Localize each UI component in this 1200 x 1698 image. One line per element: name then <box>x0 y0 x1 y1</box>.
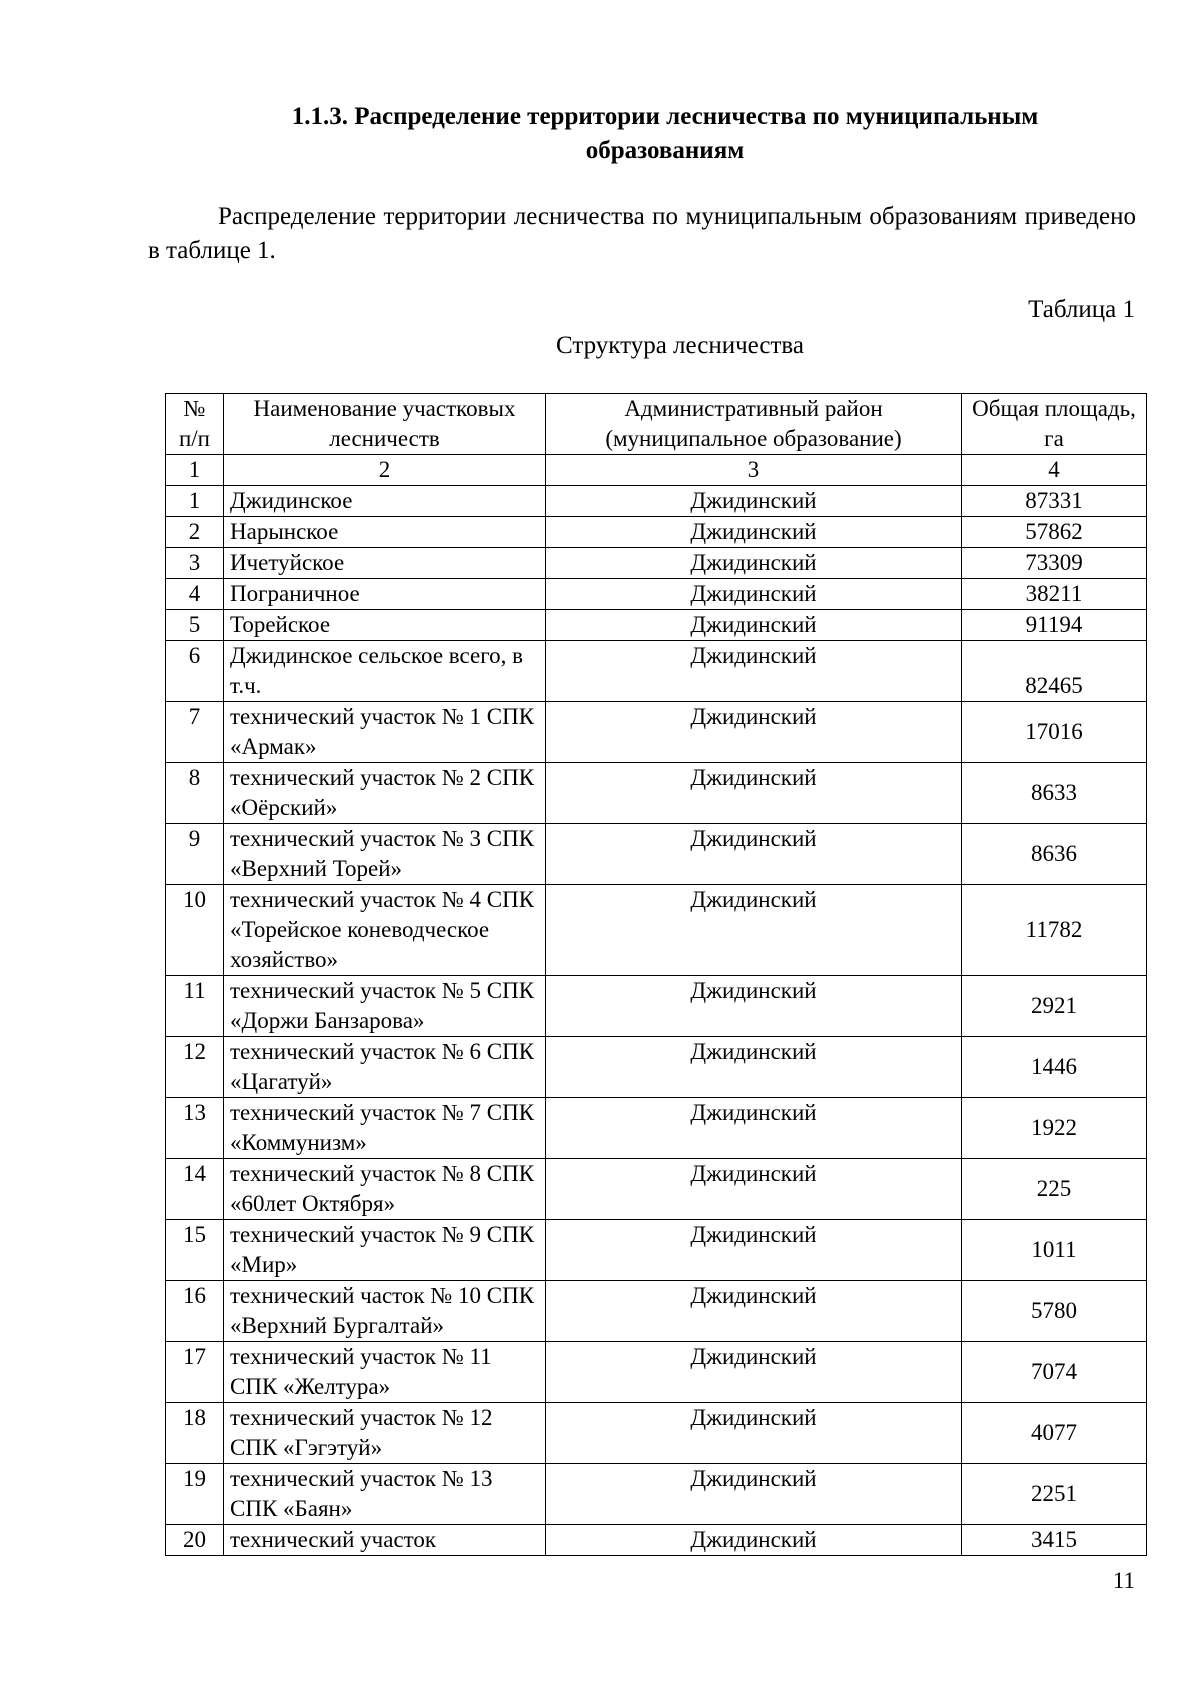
row-number: 19 <box>166 1464 224 1525</box>
row-name: Джидинское <box>224 486 546 517</box>
row-number: 17 <box>166 1342 224 1403</box>
table-row <box>166 1159 1147 1220</box>
row-district: Джидинский <box>546 1525 962 1556</box>
row-number: 15 <box>166 1220 224 1281</box>
row-district: Джидинский <box>546 610 962 641</box>
table-row <box>166 1281 1147 1342</box>
row-area: 1011 <box>962 1220 1147 1281</box>
row-number: 11 <box>166 976 224 1037</box>
row-district: Джидинский <box>546 1403 962 1464</box>
row-number: 9 <box>166 824 224 885</box>
row-name: Торейское <box>224 610 546 641</box>
row-number: 8 <box>166 763 224 824</box>
row-number: 3 <box>166 548 224 579</box>
row-number: 4 <box>166 579 224 610</box>
row-area: 17016 <box>962 702 1147 763</box>
header-district: Административный район (муниципальное образование) <box>546 394 962 455</box>
row-area: 2251 <box>962 1464 1147 1525</box>
row-number: 20 <box>166 1525 224 1556</box>
row-area: 57862 <box>962 517 1147 548</box>
table-row <box>166 610 1147 641</box>
row-name: технический участок № 6 СПК «Цагатуй» <box>224 1037 546 1098</box>
table-row <box>166 579 1147 610</box>
row-area: 3415 <box>962 1525 1147 1556</box>
table-column-numbers-row <box>166 455 1147 486</box>
row-name: технический участок № 3 СПК «Верхний Торей» <box>224 824 546 885</box>
table-caption: Структура лесничества <box>556 332 804 359</box>
header-num: № п/п <box>166 394 224 455</box>
row-number: 5 <box>166 610 224 641</box>
row-area: 82465 <box>962 641 1147 702</box>
table-row <box>166 824 1147 885</box>
row-district: Джидинский <box>546 548 962 579</box>
row-district: Джидинский <box>546 885 962 976</box>
table-row <box>166 641 1147 702</box>
structure-table <box>165 393 1147 1556</box>
table-header-row <box>166 394 1147 455</box>
row-area: 8633 <box>962 763 1147 824</box>
table-row <box>166 1525 1147 1556</box>
row-area: 87331 <box>962 486 1147 517</box>
row-area: 73309 <box>962 548 1147 579</box>
row-name: технический участок № 7 СПК «Коммунизм» <box>224 1098 546 1159</box>
row-number: 10 <box>166 885 224 976</box>
row-district: Джидинский <box>546 1342 962 1403</box>
row-area: 2921 <box>962 976 1147 1037</box>
row-district: Джидинский <box>546 1037 962 1098</box>
row-district: Джидинский <box>546 1220 962 1281</box>
row-name: технический участок № 2 СПК «Оёрский» <box>224 763 546 824</box>
row-name: технический участок <box>224 1525 546 1556</box>
row-area: 1922 <box>962 1098 1147 1159</box>
row-district: Джидинский <box>546 1464 962 1525</box>
table-row <box>166 517 1147 548</box>
row-number: 2 <box>166 517 224 548</box>
row-district: Джидинский <box>546 579 962 610</box>
row-name: технический участок № 1 СПК «Армак» <box>224 702 546 763</box>
row-name: Джидинское сельское всего, в т.ч. <box>224 641 546 702</box>
row-district: Джидинский <box>546 976 962 1037</box>
row-name: технический участок № 5 СПК «Доржи Банзарова» <box>224 976 546 1037</box>
row-area: 4077 <box>962 1403 1147 1464</box>
row-name: технический участок № 11 СПК «Желтура» <box>224 1342 546 1403</box>
row-area: 38211 <box>962 579 1147 610</box>
row-area: 7074 <box>962 1342 1147 1403</box>
row-district: Джидинский <box>546 1281 962 1342</box>
row-number: 18 <box>166 1403 224 1464</box>
row-area: 225 <box>962 1159 1147 1220</box>
row-name: технический участок № 4 СПК «Торейское коневодческое хозяйство» <box>224 885 546 976</box>
row-area: 11782 <box>962 885 1147 976</box>
table-row <box>166 486 1147 517</box>
row-area: 1446 <box>962 1037 1147 1098</box>
table-row <box>166 976 1147 1037</box>
table-row <box>166 548 1147 579</box>
row-district: Джидинский <box>546 1098 962 1159</box>
row-district: Джидинский <box>546 763 962 824</box>
row-name: Ичетуйское <box>224 548 546 579</box>
table-row <box>166 702 1147 763</box>
row-district: Джидинский <box>546 486 962 517</box>
row-area: 8636 <box>962 824 1147 885</box>
row-number: 13 <box>166 1098 224 1159</box>
row-name: Нарынское <box>224 517 546 548</box>
row-name: технический часток № 10 СПК «Верхний Бургалтай» <box>224 1281 546 1342</box>
row-name: технический участок № 12 СПК «Гэгэтуй» <box>224 1403 546 1464</box>
row-name: Пограничное <box>224 579 546 610</box>
table-label: Таблица 1 <box>1028 296 1135 323</box>
row-district: Джидинский <box>546 641 962 702</box>
row-number: 6 <box>166 641 224 702</box>
table-row <box>166 1403 1147 1464</box>
column-number: 4 <box>962 455 1147 486</box>
header-area: Общая площадь, га <box>962 394 1147 455</box>
row-number: 1 <box>166 486 224 517</box>
row-district: Джидинский <box>546 824 962 885</box>
row-area: 91194 <box>962 610 1147 641</box>
row-number: 12 <box>166 1037 224 1098</box>
column-number: 2 <box>224 455 546 486</box>
page-number: 11 <box>1112 1568 1135 1593</box>
row-name: технический участок № 13 СПК «Баян» <box>224 1464 546 1525</box>
header-name: Наименование участковых лесничеств <box>224 394 546 455</box>
table-row <box>166 1464 1147 1525</box>
row-name: технический участок № 8 СПК «60лет Октября» <box>224 1159 546 1220</box>
row-district: Джидинский <box>546 1159 962 1220</box>
row-district: Джидинский <box>546 702 962 763</box>
intro-paragraph: Распределение территории лесничества по муниципальным образованиям приведено в таблице 1. <box>148 203 1136 264</box>
row-number: 7 <box>166 702 224 763</box>
table-row <box>166 763 1147 824</box>
section-heading <box>0 100 1200 168</box>
table-row <box>166 1342 1147 1403</box>
row-name: технический участок № 9 СПК «Мир» <box>224 1220 546 1281</box>
table-row <box>166 885 1147 976</box>
column-number: 1 <box>166 455 224 486</box>
row-district: Джидинский <box>546 517 962 548</box>
row-number: 16 <box>166 1281 224 1342</box>
table-row <box>166 1220 1147 1281</box>
table-row <box>166 1098 1147 1159</box>
row-number: 14 <box>166 1159 224 1220</box>
section-heading-line2: образованиям <box>585 137 745 164</box>
table-row <box>166 1037 1147 1098</box>
row-area: 5780 <box>962 1281 1147 1342</box>
column-number: 3 <box>546 455 962 486</box>
section-heading-line1: 1.1.3. Распределение территории лесничества по муниципальным <box>291 103 1039 130</box>
